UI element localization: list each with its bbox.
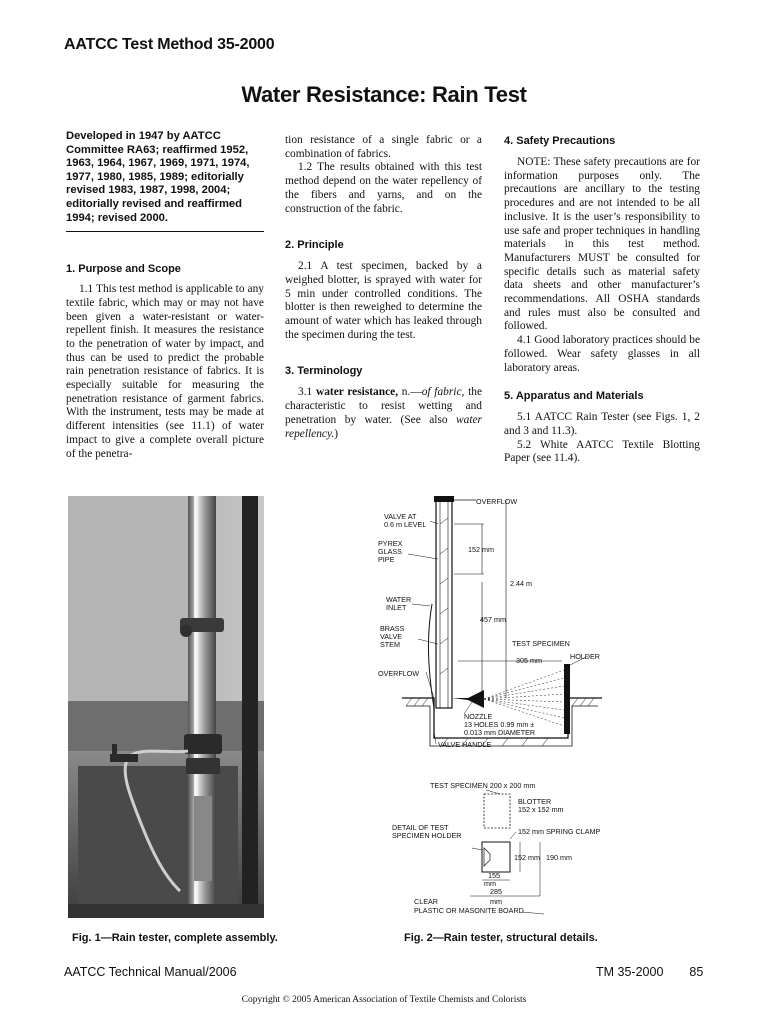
specimen-holder-detail: [482, 842, 510, 872]
label-inlet: INLET: [386, 603, 407, 612]
development-note: Developed in 1947 by AATCC Committee RA63; reaffirmed 1952, 1963, 1964, 1967, 1969, 1971, 1974, 1977, 1980, 1985, 1989; editorially revised 1983, 1987, 1998, 2004; editorially revised and reaffirmed 1994; revised 2000.: [66, 130, 250, 224]
label-clear: CLEAR: [414, 897, 438, 906]
label-valve-handle: VALVE HANDLE: [438, 740, 492, 749]
safety-note: NOTE: These safety precautions are for information purposes only. The precautions are ancillary to the testing procedures and are not intended to be all inclusive. It is the user’s responsibility to use safe and proper techniques in handling materials in this test method. Manufacturers MUST be consulted for specific details such as material safety data sheets and other manufacturer’s recommendations. All OSHA standards and rules must also be consulted and followed.: [504, 156, 700, 333]
figure-1-photo: [68, 496, 264, 918]
water-inlet-pipe: [428, 604, 434, 708]
label-overflow-left: OVERFLOW: [378, 669, 420, 678]
pyrex-pipe-outline: [436, 500, 452, 708]
paragraph-1-1-continued: tion resistance of a single fabric or a combination of fabrics.: [285, 134, 482, 160]
running-header: AATCC Test Method 35-2000: [64, 36, 275, 53]
label-valve-at: VALVE AT: [384, 512, 417, 521]
paragraph-1-2: 1.2 The results obtained with this test method depend on the water repellency of the fibers and yarns, and on the construction of the fabric.: [285, 161, 482, 215]
pipe-hatching: [440, 518, 448, 674]
footer-tm: TM 35-2000: [596, 965, 664, 979]
label-nozzle-holes: 13 HOLES 0.99 mm ±: [464, 720, 535, 729]
label-spring-clamp: 152 mm SPRING CLAMP: [518, 827, 601, 836]
page-title: Water Resistance: Rain Test: [241, 82, 527, 107]
label-nozzle: NOZZLE: [464, 712, 493, 721]
label-glass: GLASS: [378, 547, 402, 556]
label-pipe: PIPE: [378, 555, 395, 564]
specimen-holder: [564, 664, 570, 734]
nozzle-shape: [452, 690, 484, 708]
label-blotter: BLOTTER: [518, 797, 552, 806]
water-spray: [484, 670, 564, 726]
paragraph-5-1: 5.1 AATCC Rain Tester (see Figs. 1, 2 and 3 and 11.3).: [504, 411, 700, 437]
label-test-specimen: TEST SPECIMEN: [512, 639, 570, 648]
figure-2-diagram: [372, 494, 644, 926]
paragraph-1-1: 1.1 This test method is applicable to any textile fabric, which may or may not have been given a water-resistant or water-repellent finish. It measures the resistance to the penetration of water by impact, and thus can be used to predict the probable rain penetration resistance of fabrics. It is especially suitable for measuring the penetration resistance of garment fabrics. With the instrument, tests may be made at different intensities (see 11.1) of water impact to give a complete overall picture of the penetra-: [66, 283, 264, 460]
label-brass: BRASS: [380, 624, 405, 633]
pipe-cap: [434, 496, 454, 502]
footer-manual: AATCC Technical Manual/2006: [64, 965, 237, 979]
section-heading-purpose: 1. Purpose and Scope: [66, 263, 181, 276]
term-pos: n.—: [401, 386, 422, 399]
section-heading-safety: 4. Safety Precautions: [504, 135, 616, 147]
rain-tester-photo-illustration: [68, 496, 264, 918]
section-heading-principle: 2. Principle: [285, 239, 344, 252]
term-name: water resistance,: [315, 386, 399, 399]
term-definition: the characteristic to resist wetting and penetration by water. (See also: [285, 386, 483, 426]
label-457mm: 457 mm: [480, 615, 506, 624]
label-water: WATER: [386, 595, 412, 604]
figure-1-caption: Fig. 1—Rain tester, complete assembly.: [72, 932, 278, 944]
label-board: PLASTIC OR MASONITE BOARD: [414, 906, 524, 915]
blotter-outline: [484, 794, 510, 828]
paragraph-3-1: [285, 386, 482, 441]
column-2: [285, 134, 482, 441]
label-specimen-size: TEST SPECIMEN 200 x 200 mm: [430, 781, 536, 790]
label-152mm: 152 mm: [468, 545, 494, 554]
label-pyrex: PYREX: [378, 539, 403, 548]
term-qualifier: of fabric,: [421, 386, 465, 399]
paragraph-2-1: 2.1 A test specimen, backed by a weighed blotter, is sprayed with water for 5 min under controlled conditions. The blotter is then reweighed to determine the amount of water which has leaked through the specimen during the test.: [285, 260, 482, 341]
label-detail-of-test: DETAIL OF TEST: [392, 823, 449, 832]
footer-test-method: [596, 965, 703, 979]
section-heading-terminology: 3. Terminology: [285, 365, 363, 378]
copyright-notice: Copyright © 2005 American Association of Textile Chemists and Colorists: [241, 995, 527, 1005]
label-155-mm: mm: [484, 879, 496, 888]
label-152mm-b: 152 mm: [514, 853, 540, 862]
label-nozzle-diameter: 0.013 mm DIAMETER: [464, 728, 536, 737]
column-1: [66, 130, 264, 461]
term-close: ): [334, 427, 339, 440]
label-holder: HOLDER: [570, 652, 600, 661]
figure-2-caption: Fig. 2—Rain tester, structural details.: [404, 932, 598, 944]
label-190mm: 190 mm: [546, 853, 572, 862]
section-heading-apparatus: 5. Apparatus and Materials: [504, 390, 644, 403]
column-3: [504, 134, 700, 466]
label-level: 0.6 m LEVEL: [384, 520, 427, 529]
page-number: 85: [689, 965, 704, 979]
leader-lines: [408, 521, 588, 744]
label-285-mm: mm: [490, 897, 502, 906]
term-number: 3.1: [298, 386, 313, 399]
paragraph-4-1: 4.1 Good laboratory practices should be followed. Wear safety glasses in all laboratory areas.: [504, 334, 700, 374]
label-valve: VALVE: [380, 632, 403, 641]
label-blotter-size: 152 x 152 mm: [518, 805, 564, 814]
label-specimen-holder: SPECIMEN HOLDER: [392, 831, 462, 840]
spring-clamp-shape: [484, 848, 490, 866]
label-155: 155: [488, 871, 500, 880]
label-285: 285: [490, 887, 502, 896]
paragraph-5-2: 5.2 White AATCC Textile Blotting Paper (see 11.4).: [504, 438, 700, 465]
label-305mm: 305 mm: [516, 656, 542, 665]
label-overflow-top: OVERFLOW: [476, 497, 518, 506]
term-see-also: water repellency.: [285, 413, 482, 440]
label-stem: STEM: [380, 640, 400, 649]
label-2-44m: 2.44 m: [510, 579, 532, 588]
dimension-lines: [454, 500, 562, 698]
